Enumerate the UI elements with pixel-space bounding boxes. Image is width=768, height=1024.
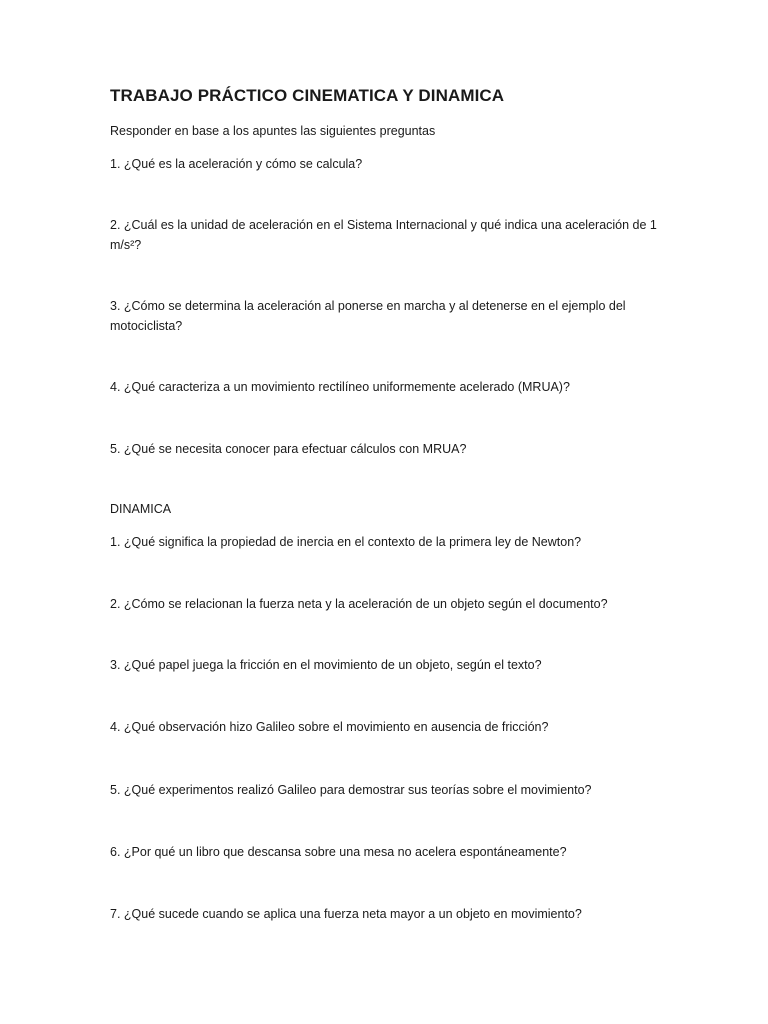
question-item: 3. ¿Cómo se determina la aceleración al ponerse en marcha y al detenerse en el ejemplo del motociclista? bbox=[110, 299, 626, 333]
question-item: 7. ¿Qué sucede cuando se aplica una fuerza neta mayor a un objeto en movimiento? bbox=[110, 907, 582, 921]
question-item: 1. ¿Qué significa la propiedad de inercia en el contexto de la primera ley de Newton? bbox=[110, 535, 582, 549]
question-item: 4. ¿Qué caracteriza a un movimiento rectilíneo uniformemente acelerado (MRUA)? bbox=[110, 380, 570, 394]
question-item: 2. ¿Cómo se relacionan la fuerza neta y la aceleración de un objeto según el documento? bbox=[110, 597, 608, 611]
question-item: 5. ¿Qué experimentos realizó Galileo para demostrar sus teorías sobre el movimiento? bbox=[110, 783, 592, 797]
question-item: 4. ¿Qué observación hizo Galileo sobre el movimiento en ausencia de fricción? bbox=[110, 720, 549, 734]
instructions-text: Responder en base a los apuntes las siguientes preguntas bbox=[110, 124, 436, 138]
question-item: 6. ¿Por qué un libro que descansa sobre una mesa no acelera espontáneamente? bbox=[110, 845, 567, 859]
question-item: 1. ¿Qué es la aceleración y cómo se calcula? bbox=[110, 157, 363, 171]
document-title: TRABAJO PRÁCTICO CINEMATICA Y DINAMICA bbox=[110, 86, 505, 105]
question-item: 2. ¿Cuál es la unidad de aceleración en el Sistema Internacional y qué indica una aceleración de 1 m/s²? bbox=[110, 218, 657, 252]
question-item: 3. ¿Qué papel juega la fricción en el movimiento de un objeto, según el texto? bbox=[110, 658, 542, 672]
question-item: 5. ¿Qué se necesita conocer para efectuar cálculos con MRUA? bbox=[110, 442, 467, 456]
section-heading: DINAMICA bbox=[110, 502, 172, 516]
